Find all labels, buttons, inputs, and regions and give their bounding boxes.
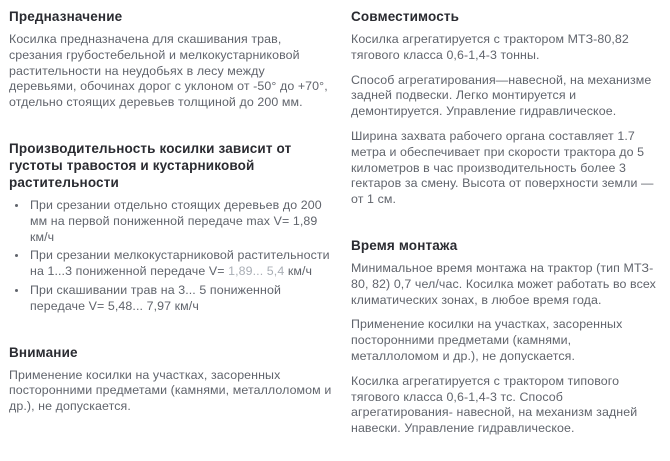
purpose-paragraph: Косилка предназначена для скашивания трав, срезания грубостебельной и мелкокустарниковой растительности на неудобьях в лесу между деревьями, обочинах дорог с уклоном от -50° до +70°, отдельно стоящих деревьев толщиной до 200 мм. — [9, 32, 328, 110]
compatibility-paragraph-1: Косилка агрегатируется с трактором МТЗ-80,82 тягового класса 0,6-1,4-3 тонны. — [351, 32, 629, 62]
productivity-heading: Производительность косилки зависит от густоты травостоя и кустарниковой растительности — [9, 140, 292, 190]
bullet-muted-value: 1,89... 5,4 — [228, 264, 285, 279]
installation-time-heading: Время монтажа — [351, 237, 458, 253]
compatibility-paragraph-3: Ширина захвата рабочего органа составляет 1.7 метра и обеспечивает при скорости трактора до 5 километров в час производительность более 3 гектаров за смену. Высота от поверхности земли — от 1 см. — [351, 128, 654, 207]
section-productivity — [9, 140, 333, 315]
bullet-item — [28, 248, 333, 280]
bullet-text: При срезании мелкокустарниковой растительности на 1...3 пониженной передаче V= — [30, 248, 330, 279]
bullet-item — [28, 283, 333, 315]
bullet-text-after: км/ч — [284, 264, 313, 279]
warning-heading: Внимание — [9, 344, 78, 360]
bullet-item — [28, 198, 333, 245]
section-warning — [9, 344, 333, 415]
warning-paragraph: Применение косилки на участках, засоренных посторонними предметами (камнями, металлоломом и др.), не допускается. — [9, 367, 332, 414]
right-column — [351, 8, 662, 461]
section-installation-time — [351, 237, 662, 437]
left-column — [9, 8, 333, 461]
compatibility-heading: Совместимость — [351, 9, 460, 24]
compatibility-paragraph-2: Способ агрегатирования—навесной, на механизме задней подвески. Легко монтируется и демонтируется. Управление гидравлическое. — [351, 72, 652, 119]
purpose-heading: Предназначение — [9, 9, 123, 24]
section-purpose — [9, 8, 333, 111]
productivity-bullet-list — [9, 198, 333, 315]
bullet-text: При срезании отдельно стоящих деревьев до 200 мм на первой пониженной передаче max V= 1,89 км/ч — [30, 197, 322, 244]
installation-time-paragraph-1: Минимальное время монтажа на трактор (тип МТЗ- 80, 82) 0,7 чел/час. Косилка может работать во всех климатических зонах, в любое время года. — [351, 260, 656, 307]
section-compatibility — [351, 8, 662, 208]
installation-time-paragraph-2: Применение косилки на участках, засоренных посторонними предметами (камнями, металлоломом и др.), не допускается. — [351, 317, 623, 363]
installation-time-paragraph-3: Косилка агрегатируется с трактором типового тягового класса 0,6-1,4-3 тс. Способ агрегатирования- навесной, на механизм задней навески. Управление гидравлическое. — [351, 373, 638, 436]
bullet-text: При скашивании трав на 3... 5 пониженной передаче V= 5,48... 7,97 км/ч — [30, 282, 281, 313]
